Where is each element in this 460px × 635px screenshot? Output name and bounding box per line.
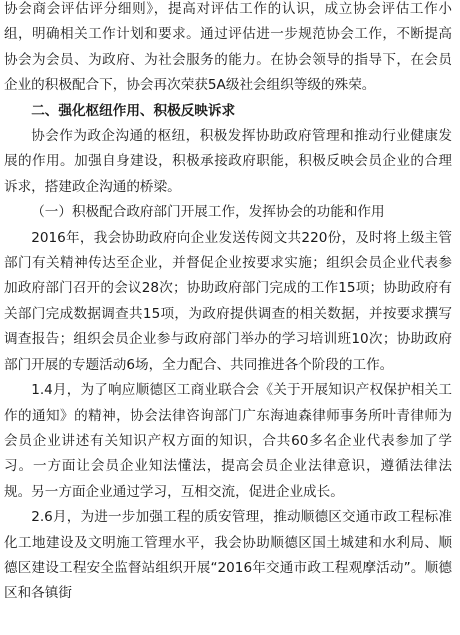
paragraph-2016-summary: 2016年，我会协助政府向企业发送传阅文共220份，及时将上级主管部门有关精神传达至企业，并督促企业按要求实施；组织会员企业代表参加政府部门召开的会议28次；协助政府部门完成的工作15项；协助政府有关部门完成数据调查共15项，为政府提供调查的相关数据，并按要求撰写调查报告；组织会员企业参与政府部门举办的学习培训班10次；协助政府部门开展的专题活动6场，全力配合、共同推进各个阶段的工作。 bbox=[4, 229, 452, 373]
paragraph-june-engineering: 2.6月，为进一步加强工程的质安管理，推动顺德区交通市政工程标准化工地建设及文明施工管理水平，我会协助顺德区国土城建和水利局、顺德区建设工程安全监督站组织开展“2016年交通市政工程观摩活动”。顺德区和各镇街 bbox=[4, 509, 452, 602]
subsection-heading-one: （一）积极配合政府部门开展工作，发挥协会的功能和作用 bbox=[31, 204, 385, 221]
paragraph-hub-role: 协会作为政企沟通的枢纽，积极发挥协助政府管理和推动行业健康发展的作用。加强自身建设，积极承接政府职能，积极反映会员企业的合理诉求，搭建政企沟通的桥梁。 bbox=[4, 128, 452, 195]
paragraph-evaluation-continued: 协会商会评估评分细则》，提高对评估工作的认识，成立协会评估工作小组，明确相关工作计划和要求。通过评估进一步规范协会工作，不断提高协会为会员、为政府、为社会服务的能力。在协会领导的指导下，在会员企业的积极配合下，协会再次荣获5A级社会组织等级的殊荣。 bbox=[4, 1, 452, 94]
paragraph-april-ip-training: 1.4月，为了响应顺德区工商业联合会《关于开展知识产权保护相关工作的通知》的精神，协会法律咨询部门广东海迪森律师事务所叶青律师为会员企业讲述有关知识产权方面的知识，合共60多名企业代表参加了学习。一方面让会员企业知法懂法，提高会员企业法律意识，遵循法律法规。另一方面企业通过学习，互相交流，促进企业成长。 bbox=[4, 382, 452, 500]
section-heading-two: 二、强化枢纽作用、积极反映诉求 bbox=[31, 102, 236, 119]
